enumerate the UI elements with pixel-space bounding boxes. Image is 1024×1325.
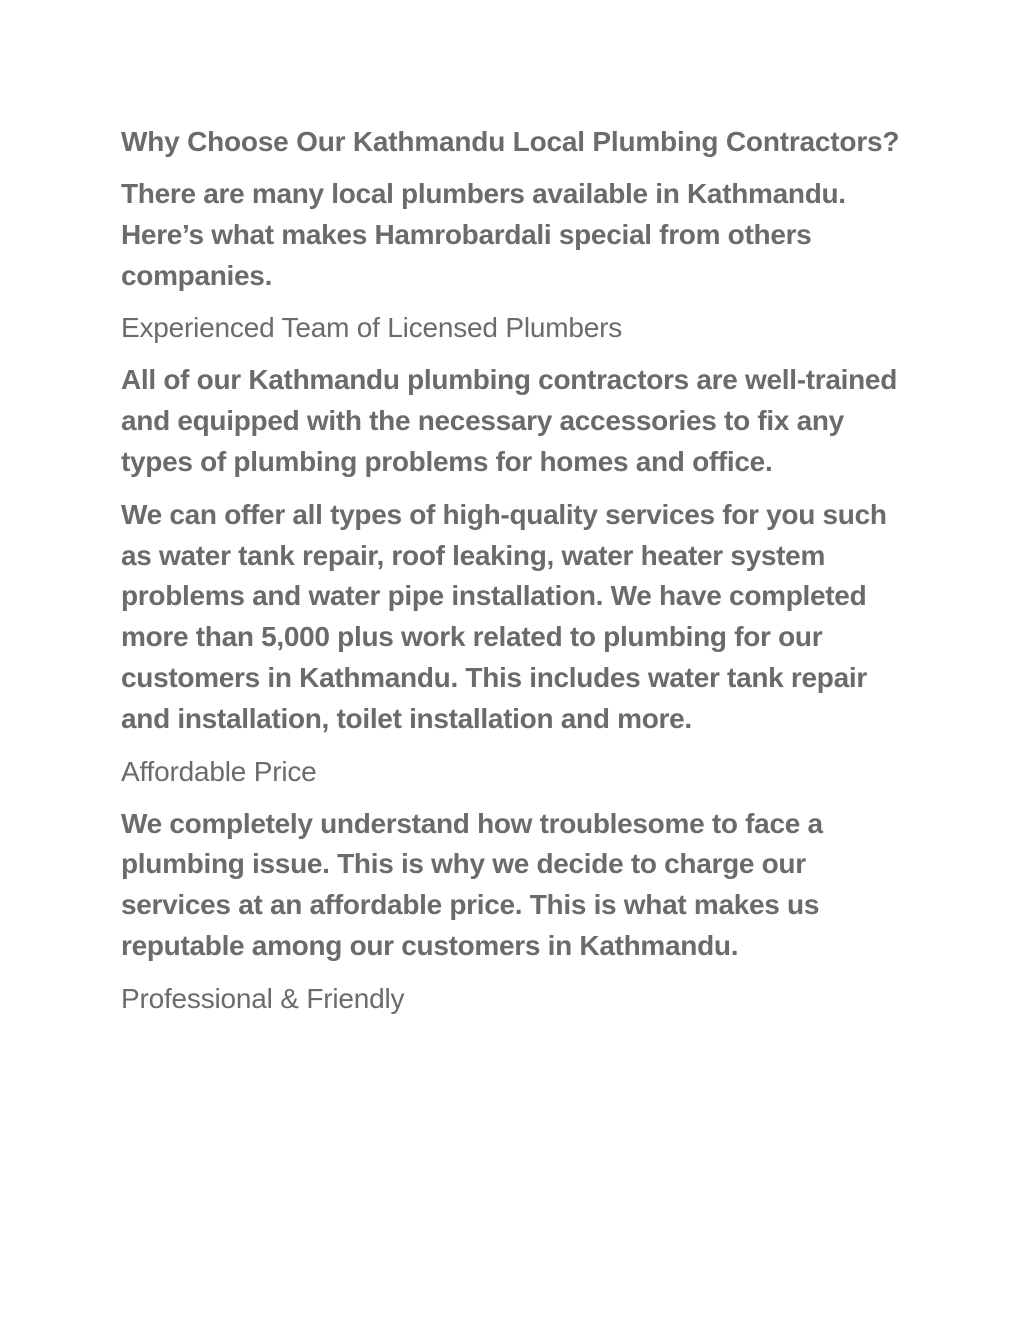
document-title: Why Choose Our Kathmandu Local Plumbing Contractors? <box>121 126 900 157</box>
section-heading-professional-friendly: Professional & Friendly <box>121 982 405 1014</box>
paragraph-services: We can offer all types of high-quality services for you such as water tank repair, roof leaking, water heater system problems and water pipe installation. We have completed more than 5,000 plus work related to plumbing for our customers in Kathmandu. This includes water tank repair and installation, toilet installation and more. <box>121 498 887 734</box>
section-heading-affordable-price: Affordable Price <box>121 755 317 787</box>
paragraph-contractors: All of our Kathmandu plumbing contractors are well-trained and equipped with the necessary accessories to fix any types of plumbing problems for homes and office. <box>121 364 898 477</box>
document-page <box>121 122 921 1031</box>
section-heading-experienced-team: Experienced Team of Licensed Plumbers <box>121 312 623 344</box>
intro-paragraph: There are many local plumbers available in Kathmandu. Here’s what makes Hamrobardali special from others companies. <box>121 178 846 291</box>
paragraph-affordable: We completely understand how troublesome to face a plumbing issue. This is why we decide to charge our services at an affordable price. This is what makes us reputable among our customers in Kathmandu. <box>121 807 823 961</box>
